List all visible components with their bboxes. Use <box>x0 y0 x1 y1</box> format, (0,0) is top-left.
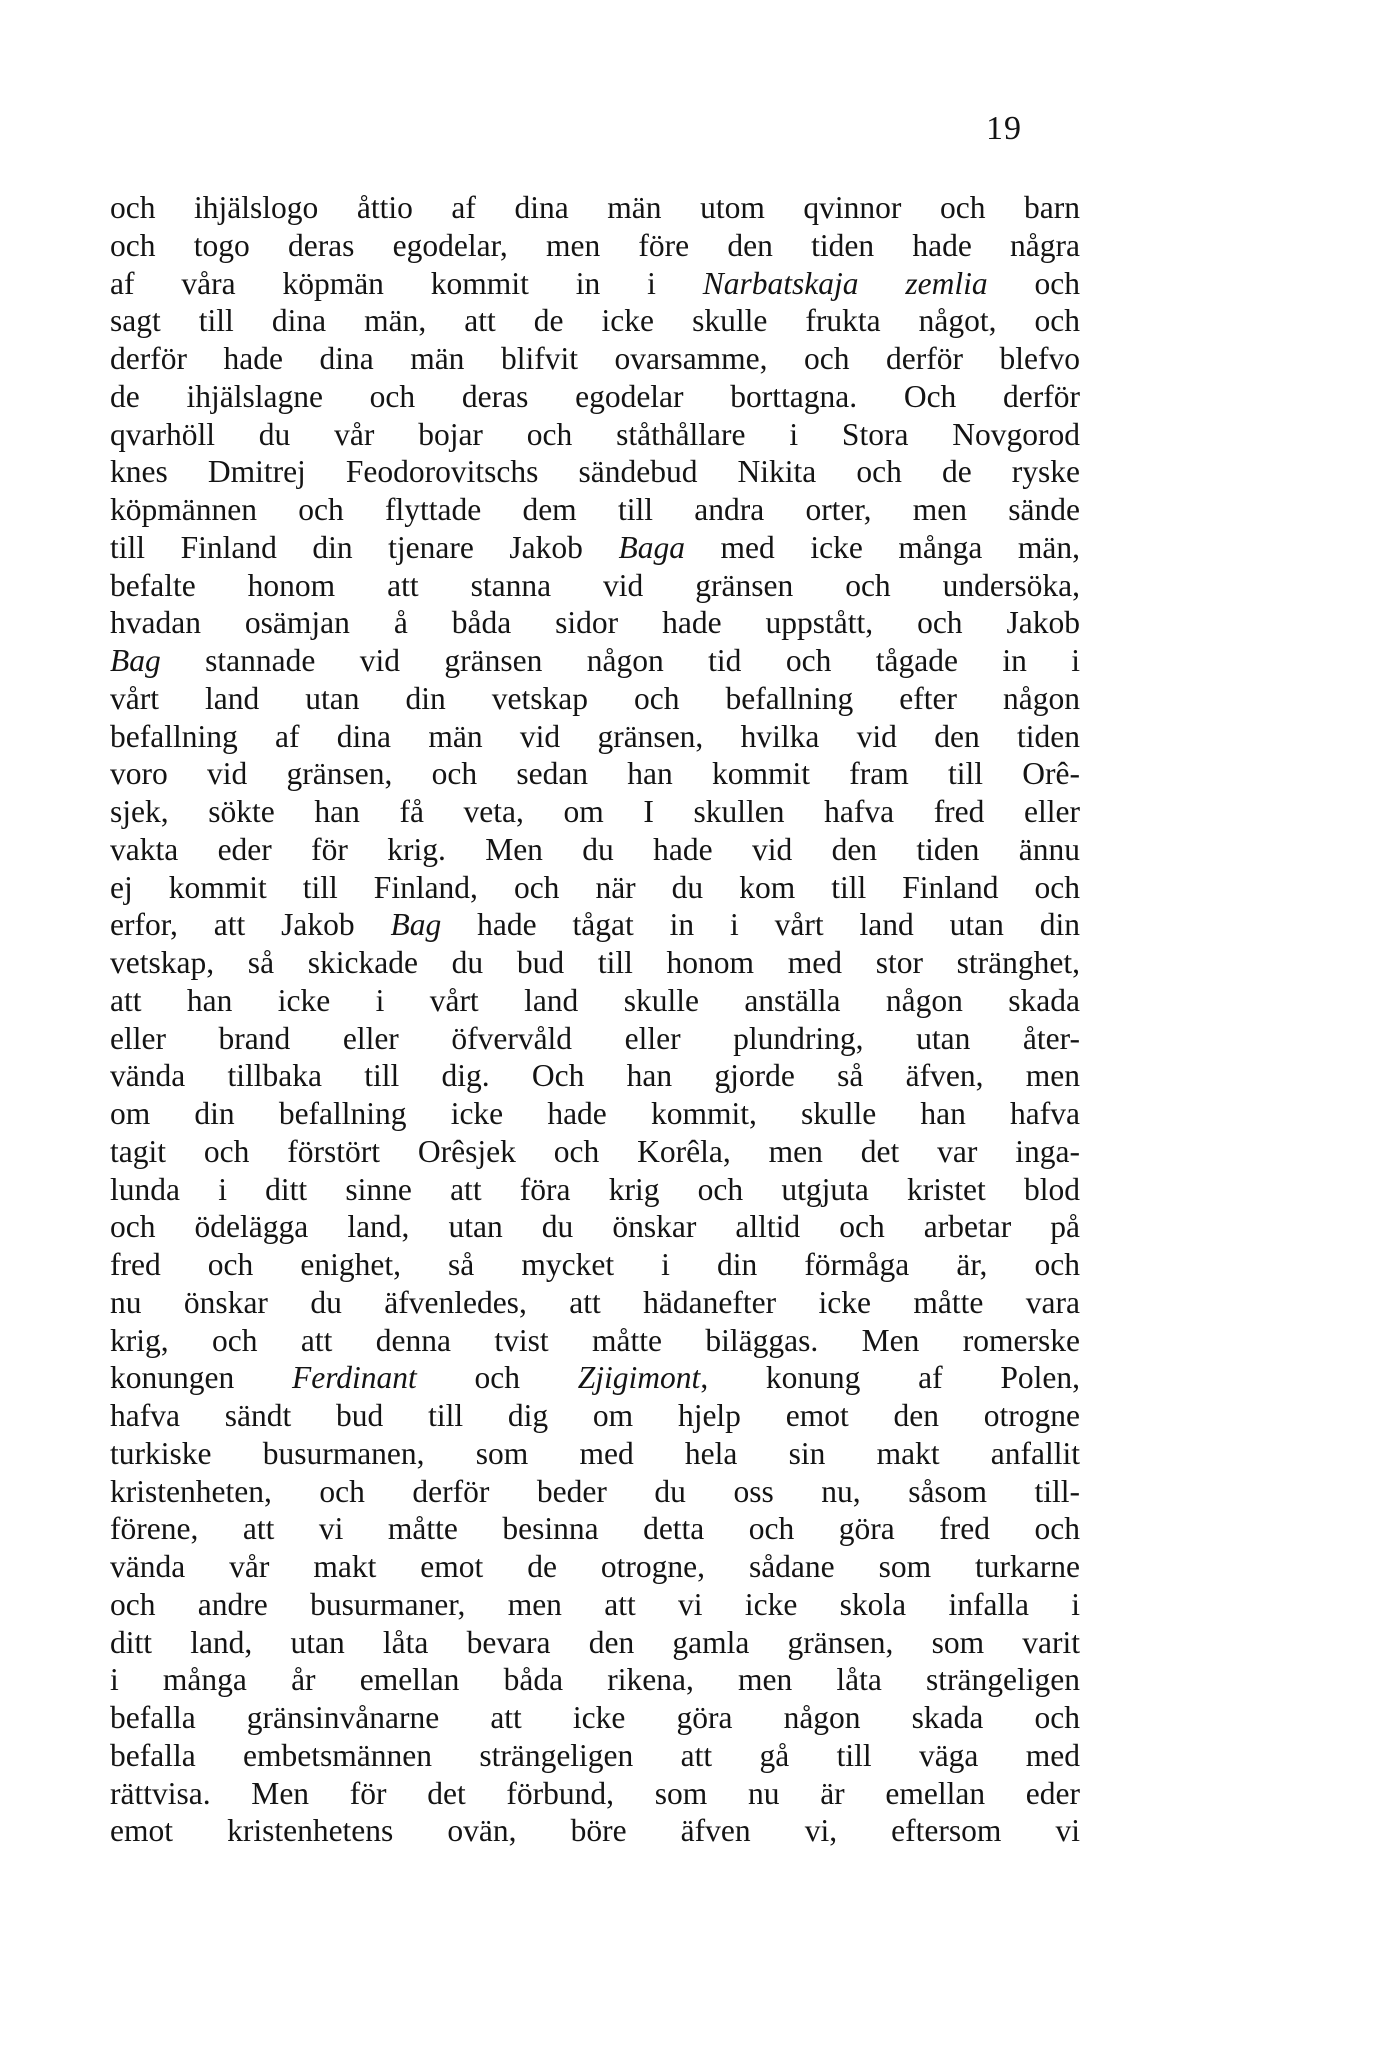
text-line <box>110 944 1080 982</box>
text-line <box>110 491 1080 529</box>
text-line <box>110 604 1080 642</box>
text-line <box>110 378 1080 416</box>
text-line <box>110 1775 1080 1813</box>
text-segment: hafva sändt bud till dig om hjelp emot den otrogne <box>110 1398 1080 1433</box>
text-line <box>110 1322 1080 1360</box>
text-line <box>110 1284 1080 1322</box>
italic-name: Zjigimont <box>577 1360 701 1396</box>
italic-name: Bag <box>110 643 161 678</box>
text-segment: eller brand eller öfvervåld eller plundring, utan åter- <box>110 1020 1080 1056</box>
text-line <box>110 1624 1080 1662</box>
text-segment: och togo deras egodelar, men före den tiden hade några <box>110 227 1080 263</box>
text-line <box>110 1208 1080 1246</box>
text-segment: befalte honom att stanna vid gränsen och undersöka, <box>110 567 1080 603</box>
text-segment: ditt land, utan låta bevara den gamla gränsen, som varit <box>110 1624 1080 1660</box>
text-line <box>110 1699 1080 1737</box>
text-segment: med icke många män, <box>684 529 1080 565</box>
italic-name: Baga <box>618 529 685 565</box>
text-segment: nu önskar du äfvenledes, att hädanefter icke måtte vara <box>110 1284 1080 1320</box>
italic-name: Narbatskaja zemlia <box>702 265 988 301</box>
text-segment: om din befallning icke hade kommit, skulle han hafva <box>110 1096 1080 1131</box>
text-line <box>110 755 1080 793</box>
text-segment: till Finland din tjenare Jakob <box>110 529 619 565</box>
text-segment: tagit och förstört Orêsjek och Korêla, men det var inga- <box>110 1133 1080 1169</box>
text-line <box>110 869 1080 907</box>
text-line <box>110 189 1080 227</box>
text-line <box>110 831 1080 869</box>
text-line <box>110 1737 1080 1775</box>
text-line <box>110 1473 1080 1511</box>
text-line <box>110 1020 1080 1058</box>
text-line <box>110 1586 1080 1624</box>
text-segment: vakta eder för krig. Men du hade vid den tiden ännu <box>110 831 1080 867</box>
text-segment: köpmännen och flyttade dem till andra orter, men sände <box>110 492 1080 527</box>
text-segment: sjek, sökte han få veta, om I skullen hafva fred eller <box>110 794 1080 829</box>
text-segment: kristenheten, och derför beder du oss nu, såsom till- <box>110 1473 1080 1509</box>
text-line <box>110 1133 1080 1171</box>
text-segment: af våra köpmän kommit in i <box>110 265 703 301</box>
text-segment: och ödelägga land, utan du önskar alltid och arbetar på <box>110 1209 1080 1245</box>
text-line <box>110 793 1080 831</box>
text-line <box>110 642 1080 680</box>
text-segment: och <box>416 1360 578 1396</box>
text-line <box>110 1359 1080 1397</box>
text-segment: att han icke i vårt land skulle anställa någon skada <box>110 982 1080 1018</box>
text-line <box>110 1435 1080 1473</box>
text-line <box>110 1812 1080 1850</box>
text-segment: lunda i ditt sinne att föra krig och utgjuta kristet blod <box>110 1171 1080 1207</box>
text-segment: vända tillbaka till dig. Och han gjorde så äfven, men <box>110 1058 1080 1094</box>
text-segment: turkiske busurmanen, som med hela sin makt anfallit <box>110 1435 1080 1471</box>
text-segment: ej kommit till Finland, och när du kom till Finland och <box>110 869 1080 905</box>
text-segment: och ihjälslogo åttio af dina män utom qvinnor och barn <box>110 190 1080 225</box>
text-line <box>110 1095 1080 1133</box>
text-line <box>110 227 1080 265</box>
text-segment: hvadan osämjan å båda sidor hade uppstått, och Jakob <box>110 605 1080 641</box>
text-segment: vårt land utan din vetskap och befallning efter någon <box>110 680 1080 716</box>
text-segment: befallning af dina män vid gränsen, hvilka vid den tiden <box>110 718 1080 754</box>
text-line <box>110 453 1080 491</box>
text-segment: rättvisa. Men för det förbund, som nu är emellan eder <box>110 1775 1080 1811</box>
text-segment: i många år emellan båda rikena, men låta strängeligen <box>110 1662 1080 1698</box>
italic-name: Ferdinant <box>291 1360 417 1396</box>
text-line <box>110 302 1080 340</box>
text-segment: och andre busurmaner, men att vi icke skola infalla i <box>110 1586 1080 1622</box>
text-line <box>110 567 1080 605</box>
text-segment: vetskap, så skickade du bud till honom med stor stränghet, <box>110 945 1080 980</box>
text-segment: och <box>987 265 1080 301</box>
body-text <box>110 189 1080 1850</box>
text-segment: befalla embetsmännen strängeligen att gå till väga med <box>110 1737 1080 1773</box>
text-line <box>110 416 1080 454</box>
text-line <box>110 1661 1080 1699</box>
text-line <box>110 529 1080 567</box>
text-segment: qvarhöll du vår bojar och ståthållare i Stora Novgorod <box>110 416 1080 452</box>
text-line <box>110 1246 1080 1284</box>
text-line <box>110 1548 1080 1586</box>
text-segment: konungen <box>110 1360 292 1396</box>
text-segment: stannade vid gränsen någon tid och tågade in i <box>160 643 1080 678</box>
text-segment: förene, att vi måtte besinna detta och göra fred och <box>110 1511 1080 1547</box>
text-segment: derför hade dina män blifvit ovarsamme, och derför blefvo <box>110 341 1080 376</box>
text-line <box>110 340 1080 378</box>
text-segment: voro vid gränsen, och sedan han kommit fram till Orê- <box>110 756 1080 792</box>
text-line <box>110 265 1080 303</box>
text-line <box>110 982 1080 1020</box>
text-segment: krig, och att denna tvist måtte biläggas. Men romerske <box>110 1322 1080 1358</box>
text-line <box>110 680 1080 718</box>
text-segment: knes Dmitrej Feodorovitschs sändebud Nikita och de ryske <box>110 454 1080 490</box>
text-segment: erfor, att Jakob <box>110 907 391 943</box>
text-segment: hade tågat in i vårt land utan din <box>441 907 1081 943</box>
text-segment: fred och enighet, så mycket i din förmåga är, och <box>110 1247 1080 1282</box>
text-line <box>110 1510 1080 1548</box>
italic-name: Bag <box>390 907 442 943</box>
text-segment: emot kristenhetens ovän, böre äfven vi, eftersom vi <box>110 1813 1080 1849</box>
page-number: 19 <box>986 110 1022 147</box>
text-line <box>110 1057 1080 1095</box>
text-segment: sagt till dina män, att de icke skulle frukta något, och <box>110 303 1080 339</box>
text-segment: , konung af Polen, <box>700 1360 1081 1396</box>
text-line <box>110 718 1080 756</box>
text-line <box>110 1171 1080 1209</box>
text-segment: befalla gränsinvånarne att icke göra någon skada och <box>110 1700 1080 1735</box>
text-segment: vända vår makt emot de otrogne, sådane som turkarne <box>110 1549 1080 1584</box>
text-line <box>110 906 1080 944</box>
text-line <box>110 1397 1080 1435</box>
text-segment: de ihjälslagne och deras egodelar borttagna. Och derför <box>110 378 1080 414</box>
